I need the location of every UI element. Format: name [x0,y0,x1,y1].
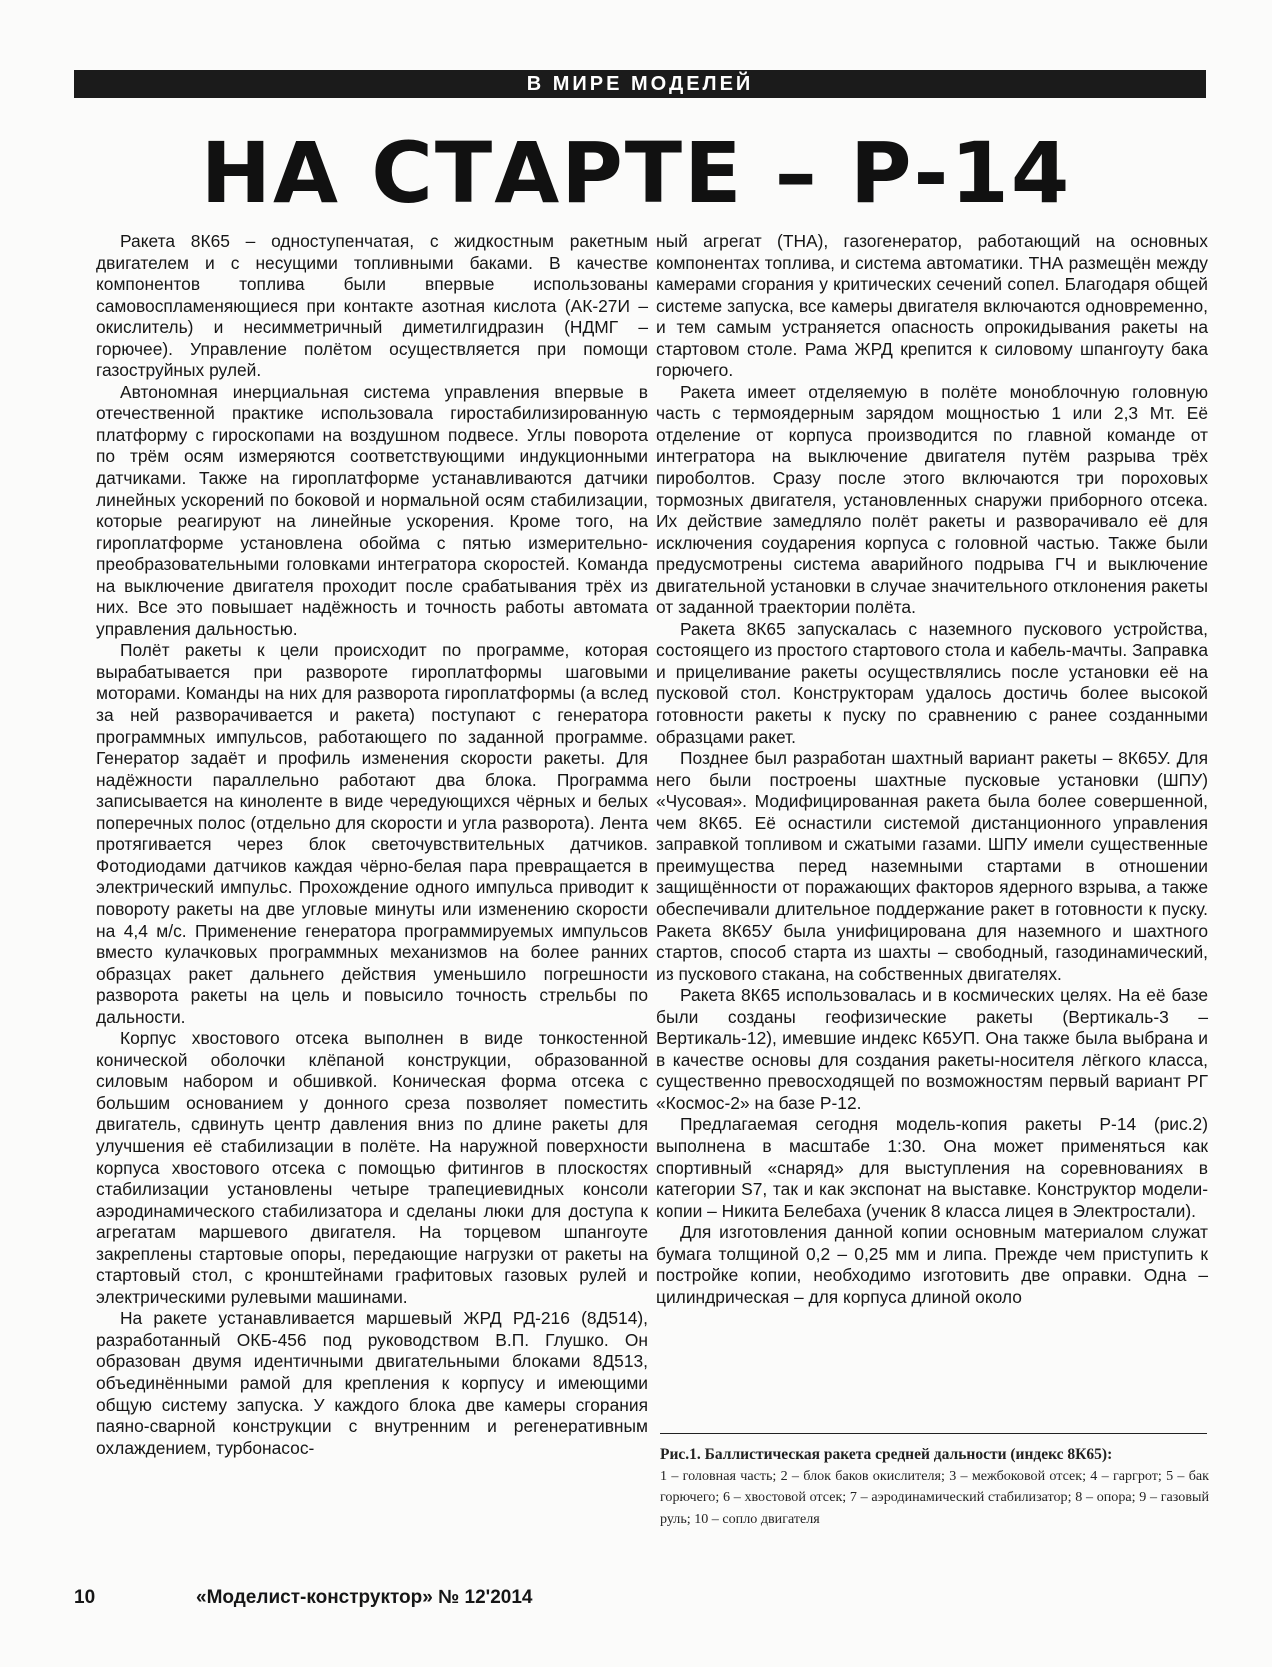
caption-divider [660,1433,1207,1434]
figure-caption [660,1444,1209,1530]
section-banner: В МИРЕ МОДЕЛЕЙ [74,70,1206,98]
text-column-left [96,231,648,1459]
paragraph: ный агрегат (ТНА), газогенератор, работающий на основных компонентах топлива, и система автоматики. ТНА размещён между камерами сгорания у критических сечений сопел. Благодаря общей системе запуска, все камеры двигателя включаются одновременно, и тем самым устраняется опасность опрокидывания ракеты на стартовом столе. Рама ЖРД крепится к силовому шпангоуту бака горючего. [656,231,1208,381]
journal-name: «Моделист-конструктор» № 12'2014 [196,1587,533,1608]
paragraph: Ракета имеет отделяемую в полёте моноблочную головную часть с термоядерным зарядом мощностью 1 или 2,3 Мт. Её отделение от корпуса производится по главной команде от интегратора на выключение двигателя путём разрыва трёх пироболтов. Сразу после этого включаются три пороховых тормозных двигателя, установленных снаружи приборного отсека. Их действие замедляло полёт ракеты и разворачивало её для исключения соударения корпуса с головной частью. Также были предусмотрены система аварийного подрыва ГЧ и выключение двигательной установки в случае значительного отклонения ракеты от заданной траектории полёта. [656,381,1208,618]
paragraph: На ракете устанавливается маршевый ЖРД РД-216 (8Д514), разработанный ОКБ-456 под руководством В.П. Глушко. Он образован двумя идентичными двигательными блоками 8Д513, объединёнными рамой для крепления к корпусу и имеющими общую систему запуска. У каждого блока две камеры сгорания паяно-сварной конструкции с внутренним и регенеративным охлаждением, турбонасос- [96,1308,648,1458]
paragraph: Корпус хвостового отсека выполнен в виде тонкостенной конической оболочки клёпаной конструкции, образованной силовым набором и обшивкой. Коническая форма отсека с большим основанием у донного среза позволяет поместить двигатель, сдвинуть центр давления вниз по длине ракеты для улучшения её стабилизации в полёте. На наружной поверхности корпуса хвостового отсека с помощью фитингов в плоскостях стабилизации установлены четыре трапециевидных консоли аэродинамического стабилизатора и сделаны люки для доступа к агрегатам маршевого двигателя. На торцевом шпангоуте закреплены стартовые опоры, передающие нагрузки от ракеты на стартовый стол, с кронштейнами графитовых газовых рулей и электрическими рулевыми машинами. [96,1028,648,1307]
article-title: НА СТАРТЕ – Р-14 [200,124,1072,222]
paragraph: Ракета 8К65 – одноступенчатая, с жидкостным ракетным двигателем и с несущими топливными баками. В качестве компонентов топлива были впервые использованы самовоспламеняющиеся при контакте азотная кислота (АК-27И – окислитель) и несимметричный диметилгидразин (НДМГ – горючее). Управление полётом осуществляется при помощи газоструйных рулей. [96,231,648,381]
paragraph: Для изготовления данной копии основным материалом служат бумага толщиной 0,2 – 0,25 мм и липа. Прежде чем приступить к постройке копии, необходимо изготовить две оправки. Одна – цилиндрическая – для корпуса длиной около [656,1222,1208,1307]
paragraph: Автономная инерциальная система управления впервые в отечественной практике использовала гиростабилизированную платформу с гироскопами на воздушном подвесе. Углы поворота по трём осям измеряются соответствующими индукционными датчиками. Также на гироплатформе устанавливаются датчики линейных ускорений по боковой и нормальной осям стабилизации, которые реагируют на линейные ускорения. Кроме того, на гироплатформе установлена обойма с пятью измерительно-преобразовательными головками интегратора скоростей. Команда на выключение двигателя проходит после срабатывания трёх из них. Все это повышает надёжность и точность работы автомата управления дальностью. [96,381,648,639]
text-column-right [656,231,1208,1308]
paragraph: Предлагаемая сегодня модель-копия ракеты Р-14 (рис.2) выполнена в масштабе 1:30. Она может применяться как спортивный «снаряд» для выступления на соревнованиях в категории S7, так и как экспонат на выставке. Конструктор модели-копии – Никита Белебаха (ученик 8 класса лицея в Электростали). [656,1114,1208,1221]
paragraph: Ракета 8К65 запускалась с наземного пускового устройства, состоящего из простого стартового стола и кабель-мачты. Заправка и прицеливание ракеты осуществлялись после установки её на пусковой стол. Конструкторам удалось достичь более высокой готовности ракеты к пуску по сравнению с ранее созданными образцами ракет. [656,618,1208,747]
paragraph: Ракета 8К65 использовалась и в космических целях. На её базе были созданы геофизические ракеты (Вертикаль-3 – Вертикаль-12), имевшие индекс К65УП. Она также была выбрана и в качестве основы для создания ракеты-носителя лёгкого класса, существенно превосходящей по возможностям первый вариант РГ «Космос-2» на базе Р-12. [656,985,1208,1113]
paragraph: Позднее был разработан шахтный вариант ракеты – 8К65У. Для него были построены шахтные пусковые установки (ШПУ) «Чусовая». Модифицированная ракета была более совершенной, чем 8К65. Её оснастили системой дистанционного управления заправкой топливом и сжатыми газами. ШПУ имели существенные преимущества перед наземными стартами в отношении защищённости от поражающих факторов ядерного взрыва, а также обеспечивали длительное поддержание ракет в готовности к пуску. Ракета 8К65У была унифицирована для наземного и шахтного стартов, способ старта из шахты – свободный, газодинамический, из пускового стакана, на собственных двигателях. [656,748,1208,984]
page-number: 10 [74,1587,96,1608]
caption-title: Рис.1. Баллистическая ракета средней дальности (индекс 8К65): [660,1446,1113,1463]
caption-text: 1 – головная часть; 2 – блок баков окислителя; 3 – межбоковой отсек; 4 – гаргрот; 5 – бак горючего; 6 – хвостовой отсек; 7 – аэродинамический стабилизатор; 8 – опора; 9 – газовый руль; 10 – сопло двигателя [660,1467,1209,1527]
paragraph: Полёт ракеты к цели происходит по программе, которая вырабатывается при развороте гироплатформы шаговыми моторами. Команды на них для разворота гироплатформы (а вслед за ней разворачивается и ракета) поступают с генератора программных импульсов, работающего по заданной программе. Генератор задаёт и профиль изменения скорости ракеты. Для надёжности параллельно работают два блока. Программа записывается на киноленте в виде чередующихся чёрных и белых поперечных полос (отдельно для скорости и угла разворота). Лента протягивается через блок светочувствительных датчиков. Фотодиодами датчиков каждая чёрно-белая пара превращается в электрический импульс. Прохождение одного импульса приводит к повороту ракеты на две угловые минуты или изменению скорости на 4,4 м/с. Применение генератора программируемых импульсов вместо кулачковых программных механизмов на более ранних образцах ракет дальнего действия уменьшило погрешности разворота ракеты на цель и повысило точность стрельбы по дальности. [96,640,648,1027]
